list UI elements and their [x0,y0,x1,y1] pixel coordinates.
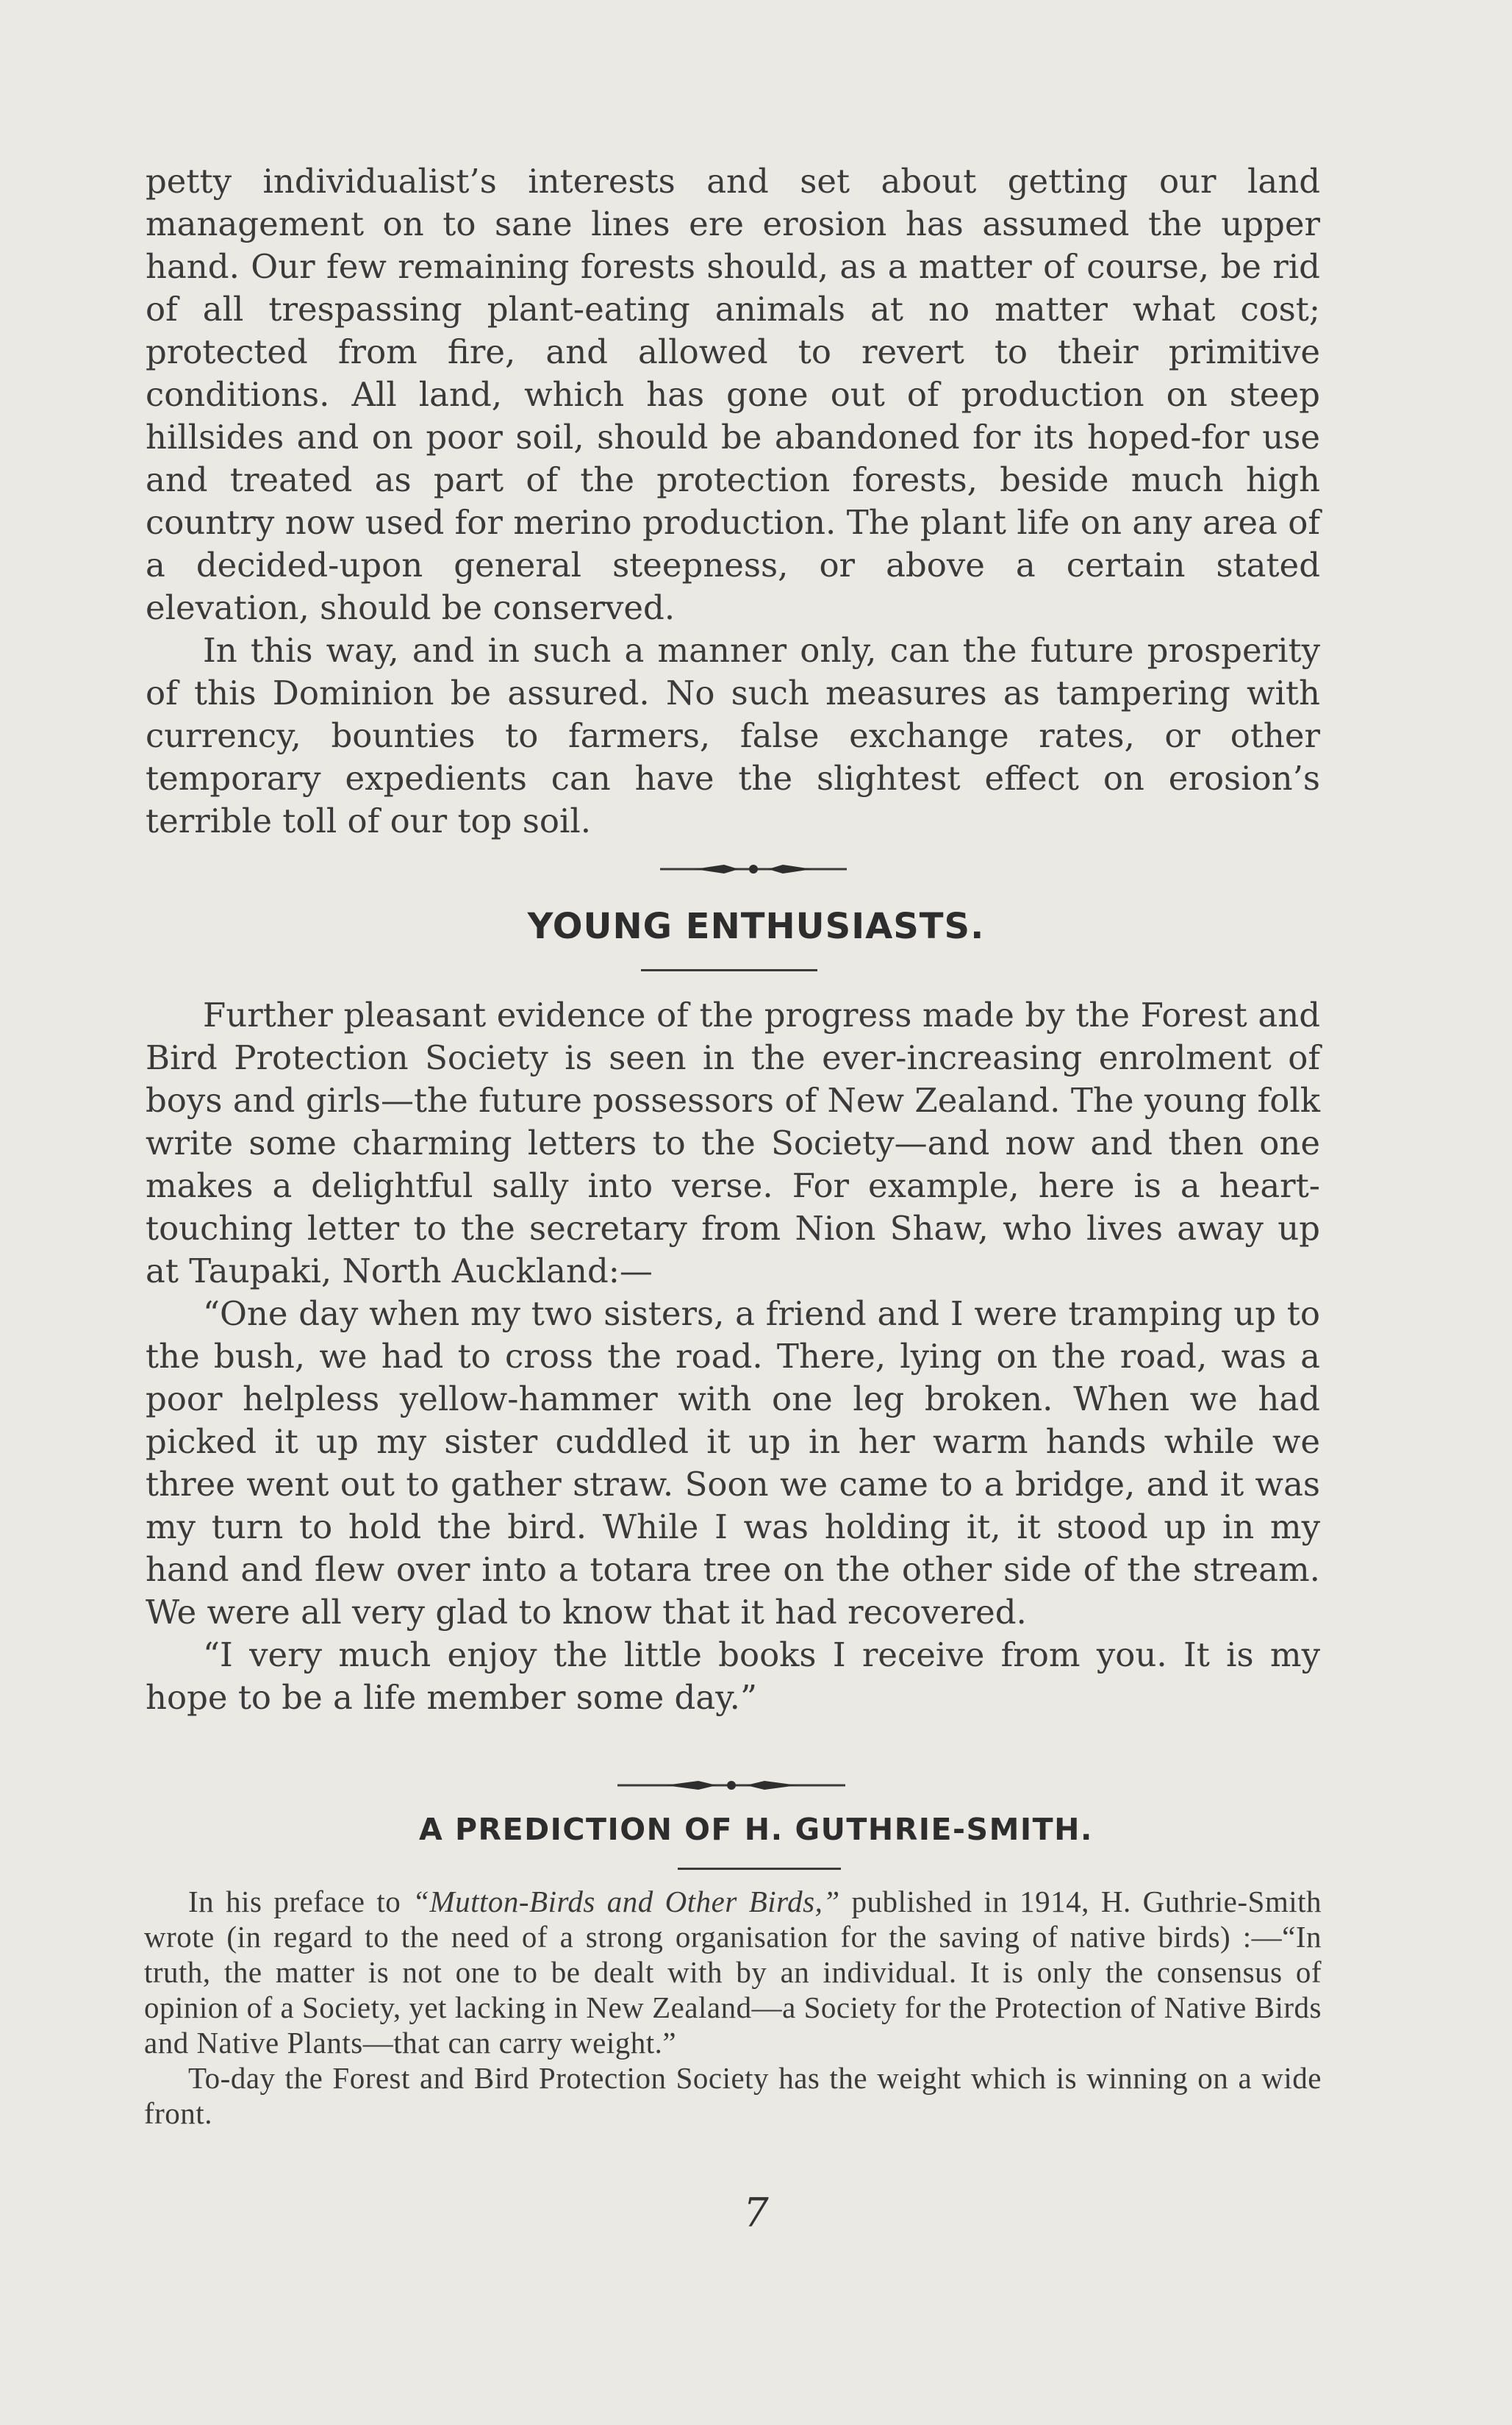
body-paragraph-1: petty individualist’s interests and set about getting our land management on to sane lines ere erosion has assumed the upper hand. Our few remaining forests should, as a matter of course, be rid of all trespassing plant-eating animals at no matter what cost; protected from fire, and allowed to revert to their primitive conditions. All land, which has gone out of production on steep hillsides and on poor soil, should be abandoned for its hoped-for use and treated as part of the protection forests, beside much high country now used for merino production. The plant life on any area of a decided-upon general steepness, or above a certain stated elevation, should be conserved. [146,162,1320,627]
prediction-para1-lead: In his preface to [188,1885,413,1918]
book-title: “Mutton-Birds and Other Birds,” [412,1885,840,1918]
body-column-bottom [144,1884,1322,2131]
young-paragraph-3: “I very much enjoy the little books I receive from you. It is my hope to be a life member some day.” [146,1635,1320,1717]
prediction-paragraph-2: To-day the Forest and Bird Protection Society has the weight which is winning on a wide front. [144,2061,1322,2130]
body-column-top [146,160,1320,843]
prediction-para1-rest: published in 1914, H. Guthrie-Smith wrote (in regard to the need of a strong organisation for the saving of native birds) :—“In truth, the matter is not one to be dealt with by an individual. It is only the consensus of opinion of a Society, yet lacking in New Zealand—a Society for the Protection of Native Birds and Native Plants—that can carry weight.” [144,1885,1322,2060]
body-paragraph-2: In this way, and in such a manner only, can the future prosperity of this Dominion be assured. No such measures as tampering with currency, bounties to farmers, false exchange rates, or other temporary expedients can have the slightest effect on erosion’s terrible toll of our top soil. [146,631,1320,840]
prediction-paragraph-1 [144,1884,1322,2060]
heading-prediction: A PREDICTION OF H. GUTHRIE-SMITH. [419,1812,1093,1847]
heading-underline-2 [678,1868,841,1870]
ornament-divider-1 [0,862,1512,876]
young-paragraph-1: Further pleasant evidence of the progress made by the Forest and Bird Protection Society is seen in the ever-increasing enrolment of boys and girls—the future possessors of New Zealand. The young folk write some charming letters to the Society—and now and then one makes a delightful sally into verse. For example, here is a heart-touching letter to the secretary from Nion Shaw, who lives away up at Taupaki, North Auckland:— [146,996,1320,1290]
ornament-divider-2 [0,1778,1512,1793]
heading-underline-1 [641,969,817,971]
heading-young-enthusiasts: YOUNG ENTHUSIASTS. [527,906,985,947]
young-paragraph-2: “One day when my two sisters, a friend and I were tramping up to the bush, we had to cross the road. There, lying on the road, was a poor helpless yellow-hammer with one leg broken. When we had picked it up my sister cuddled it up in her warm hands while we three went out to gather straw. Soon we came to a bridge, and it was my turn to hold the bird. While I was holding it, it stood up in my hand and flew over into a totara tree on the other side of the stream. We were all very glad to know that it had recovered. [146,1294,1320,1632]
page-number: 7 [743,2190,769,2236]
body-column-middle [146,994,1320,1719]
